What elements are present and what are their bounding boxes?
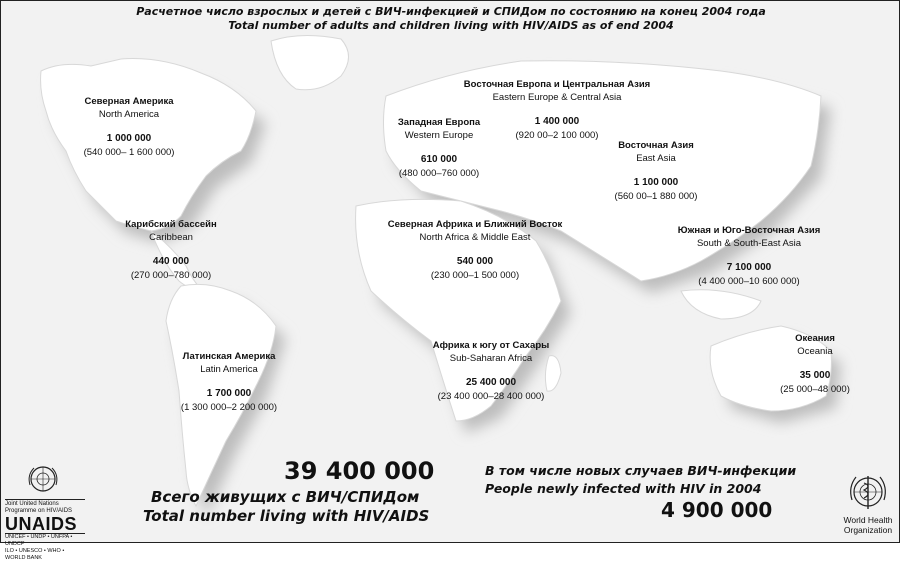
region-name-ru: Карибский бассейн [125,219,217,230]
region-value: 610 000 [420,154,458,165]
region-name-ru: Восточная Европа и Центральная Азия [463,79,651,90]
title-ru: Расчетное число взрослых и детей с ВИЧ-инфекцией и СПИДом по состоянию на конец 2004 года [136,5,766,18]
region-name-en: Eastern Europe & Central Asia [492,92,622,103]
unaids-sponsors-2: ILO • UNESCO • WHO • WORLD BANK [5,548,65,561]
region-range: (230 000–1 500 000) [430,270,520,281]
region-north-africa-middle-east [388,218,563,282]
region-name-en: Sub-Saharan Africa [449,353,533,364]
region-eastern-europe-central-asia [464,78,650,142]
region-name-ru: Северная Америка [84,96,174,107]
region-value: 1 100 000 [633,177,679,188]
region-value: 35 000 [799,370,831,381]
region-name-ru: Западная Европа [397,117,481,128]
region-name-ru: Латинская Америка [182,351,276,362]
region-latin-america [181,350,277,414]
region-north-america [84,95,175,159]
region-name-en: Oceania [797,346,833,357]
un-emblem-icon [25,463,61,497]
total-value: 39 400 000 [284,457,435,485]
region-caribbean [125,218,217,282]
unaids-logo [5,463,85,562]
unaids-sponsors-1: UNICEF • UNDP • UNFPA • UNDCP [5,533,85,548]
region-name-en: Caribbean [149,232,193,243]
region-name-en: Latin America [200,364,258,375]
new-infections-label-en: People newly infected with HIV in 2004 [485,481,762,496]
region-east-asia [615,139,698,203]
region-value: 1 000 000 [106,133,152,144]
region-range: (23 400 000–28 400 000) [437,391,545,402]
region-range: (270 000–780 000) [130,270,212,281]
region-oceania [780,332,850,396]
who-name-line1: World Health [843,515,893,525]
who-logo [837,471,899,535]
region-value: 25 400 000 [465,377,517,388]
southeast-asia-islands [681,290,761,319]
region-name-en: North Africa & Middle East [419,232,531,243]
total-label-ru: Всего живущих с ВИЧ/СПИДом [151,488,420,506]
unaids-name: UNAIDS [5,514,78,534]
region-name-ru: Южная и Юго-Восточная Азия [677,225,821,236]
region-range: (540 000– 1 600 000) [83,147,175,158]
region-range: (1 300 000–2 200 000) [180,402,278,413]
region-value: 440 000 [152,256,190,267]
new-infections-label-ru: В том числе новых случаев ВИЧ-инфекции [485,463,797,478]
region-value: 7 100 000 [726,262,772,273]
region-range: (480 000–760 000) [398,168,480,179]
new-infections-value: 4 900 000 [661,498,773,522]
greenland-landmass [271,35,349,89]
title-en: Total number of adults and children living with HIV/AIDS as of end 2004 [228,19,674,32]
total-label-en: Total number living with HIV/AIDS [143,507,430,525]
who-name-line2: Organization [843,525,893,535]
region-value: 1 400 000 [534,116,580,127]
region-range: (920 00–2 100 000) [515,130,599,141]
who-emblem-icon [846,471,890,515]
region-name-ru: Океания [795,333,835,344]
region-name-en: East Asia [636,153,676,164]
region-name-en: South & South-East Asia [696,238,802,249]
region-name-ru: Северная Африка и Ближний Восток [387,219,563,230]
region-name-ru: Восточная Азия [618,140,694,151]
region-range: (25 000–48 000) [780,384,850,395]
region-value: 540 000 [456,256,494,267]
unaids-tagline: Joint United Nations Programme on HIV/AIDS [5,499,85,515]
region-name-en: North America [98,109,160,120]
region-name-ru: Африка к югу от Сахары [432,340,550,351]
region-range: (4 400 000–10 600 000) [698,276,800,287]
region-sub-saharan-africa [433,339,549,403]
region-range: (560 00–1 880 000) [614,191,698,202]
region-value: 1 700 000 [206,388,252,399]
region-name-en: Western Europe [404,130,474,141]
region-south-southeast-asia [678,224,821,288]
